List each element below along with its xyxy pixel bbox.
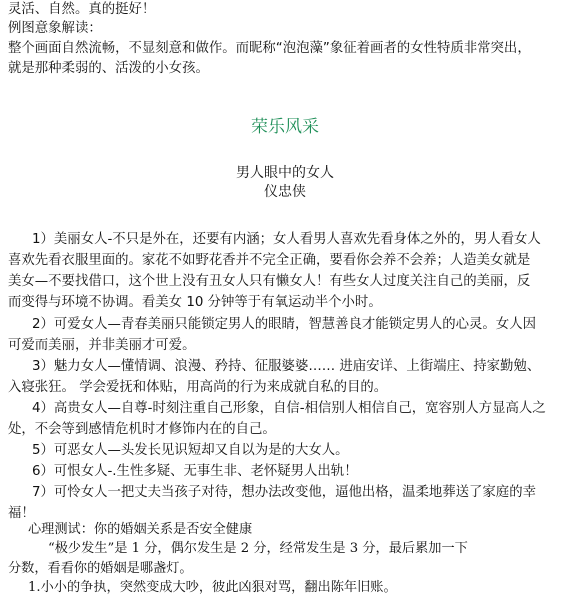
quiz-rule-line-2: 分数，看看你的婚姻是哪盏灯。 [8, 561, 193, 576]
body-line-8: 入寝张狂。 学会爱抚和体贴，用高尚的行为来成就自私的目的。 [8, 380, 388, 395]
body-line-2: 喜欢先看衣服里面的。家花不如野花香并不完全正确，要看你会养不会养；人造美女就是 [8, 253, 531, 268]
quiz-item-1: 1.小小的争执，突然变成大吵，彼此凶狠对骂，翻出陈年旧账。 [28, 580, 397, 595]
body-line-14: 福！ [8, 506, 35, 521]
body-line-5: 2）可爱女人—青春美丽只能锁定男人的眼睛，智慧善良才能锁定男人的心灵。女人因 [32, 317, 536, 332]
body-line-7: 3）魅力女人—懂情调、浪漫、矜持、征服婆婆…… 进庙安详、上街端庄、持家勤勉、 [32, 359, 541, 374]
top-line-3: 整个画面自然流畅，不显刻意和做作。而昵称“泡泡藻”象征着画者的女性特质非常突出， [8, 41, 531, 56]
body-line-12: 6）可恨女人-.生性多疑、无事生非、老怀疑男人出轨！ [32, 464, 358, 479]
section-title: 荣乐风采 [251, 117, 319, 137]
quiz-rule-line-1: “极少发生”是 1 分，偶尔发生是 2 分，经常发生是 3 分，最后累加一下 [48, 541, 468, 556]
quiz-title: 心理测试：你的婚姻关系是否安全健康 [28, 522, 253, 537]
article-title: 男人眼中的女人 [236, 165, 334, 181]
top-line-2: 例图意象解读： [8, 21, 102, 36]
article-author: 仪忠侠 [264, 184, 306, 200]
body-line-6: 可爱而美丽，并非美丽才可爱。 [8, 338, 196, 353]
body-line-4: 而变得与环境不协调。看美女 10 分钟等于有氧运动半个小时。 [8, 295, 382, 310]
body-line-13: 7）可怜女人一把丈夫当孩子对待，想办法改变他，逼他出格，温柔地葬送了家庭的幸 [32, 485, 536, 500]
body-line-11: 5）可恶女人—头发长见识短却又自以为是的大女人。 [32, 443, 349, 458]
body-line-10: 处，不会等到感情危机时才修饰内在的自己。 [8, 422, 276, 437]
top-line-1: 灵活、自然。真的挺好！ [8, 2, 156, 17]
top-line-4: 就是那种柔弱的、活泼的小女孩。 [8, 61, 209, 76]
body-line-9: 4）高贵女人—自尊-时刻注重自己形象，自信-相信别人相信自己，宽容别人方显高人之 [32, 401, 546, 416]
body-line-1: 1）美丽女人-不只是外在，还要有内涵；女人看男人喜欢先看身体之外的，男人看女人 [32, 232, 541, 247]
body-line-3: 美女—不要找借口，这个世上没有丑女人只有懒女人！有些女人过度关注自己的美丽，反 [8, 274, 531, 289]
